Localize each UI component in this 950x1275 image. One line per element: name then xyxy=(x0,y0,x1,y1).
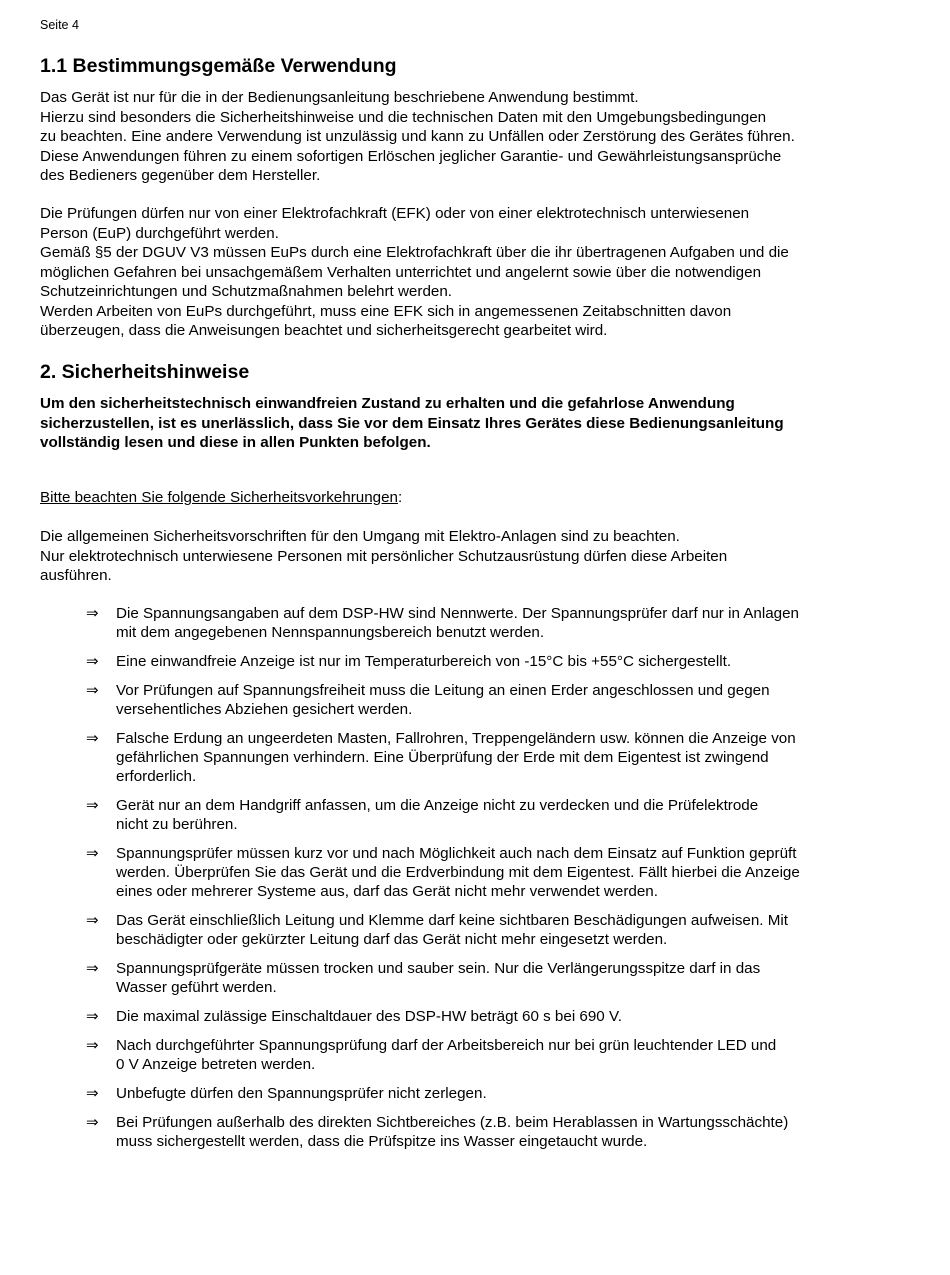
list-item xyxy=(86,844,886,901)
list-item-text xyxy=(116,604,886,642)
double-arrow-right-icon: ⇒ xyxy=(86,653,99,670)
safety-intro-bold xyxy=(40,394,920,453)
text-line: Hierzu sind besonders die Sicherheitshinweise und die technischen Daten mit den Umgebungsbedingungen xyxy=(40,108,767,126)
text-line: des Bedieners gegenüber dem Hersteller. xyxy=(40,167,321,184)
text-line: Gerät nur an dem Handgriff anfassen, um die Anzeige nicht zu verdecken und die Prüfelektrode xyxy=(116,797,759,814)
text-line: vollständig lesen und diese in allen Punkten befolgen. xyxy=(40,434,431,451)
text-line: 0 V Anzeige betreten werden. xyxy=(116,1056,316,1073)
section-2-heading: 2. Sicherheitshinweise xyxy=(40,361,250,383)
double-arrow-right-icon: ⇒ xyxy=(86,1085,99,1102)
text-line: Spannungsprüfer müssen kurz vor und nach Möglichkeit auch nach dem Einsatz auf Funktion geprüft xyxy=(116,845,797,862)
section-1-1-paragraph-2 xyxy=(40,204,920,341)
list-item-text xyxy=(116,959,886,997)
double-arrow-right-icon: ⇒ xyxy=(86,730,99,747)
list-item-text xyxy=(116,1084,886,1103)
text-line: eines oder mehrerer Systeme aus, darf das Gerät nicht mehr verwendet werden. xyxy=(116,883,658,900)
text-line: Gemäß §5 der DGUV V3 müssen EuPs durch eine Elektrofachkraft über die ihr übertragenen Aufgaben und die xyxy=(40,244,789,261)
list-item-text xyxy=(116,729,886,786)
text-line: möglichen Gefahren bei unsachgemäßem Verhalten unterrichtet und angelernt sowie über die notwendigen xyxy=(40,263,762,281)
double-arrow-right-icon: ⇒ xyxy=(86,797,99,814)
text-line: erforderlich. xyxy=(116,768,197,785)
precautions-label-text: Bitte beachten Sie folgende Sicherheitsvorkehrungen xyxy=(40,489,398,506)
text-line: nicht zu berühren. xyxy=(116,816,238,833)
general-safety-paragraph xyxy=(40,527,920,586)
text-line: Unbefugte dürfen den Spannungsprüfer nicht zerlegen. xyxy=(116,1085,487,1102)
text-line: Nach durchgeführter Spannungsprüfung darf der Arbeitsbereich nur bei grün leuchtender LED und xyxy=(116,1037,777,1054)
list-item-text xyxy=(116,1007,886,1026)
list-item xyxy=(86,959,886,997)
text-line: muss sichergestellt werden, dass die Prüfspitze ins Wasser eingetaucht wurde. xyxy=(116,1133,648,1150)
list-item-text xyxy=(116,796,886,834)
double-arrow-right-icon: ⇒ xyxy=(86,960,99,977)
list-item xyxy=(86,911,886,949)
precautions-label xyxy=(40,488,920,508)
section-1-1-heading: 1.1 Bestimmungsgemäße Verwendung xyxy=(40,55,397,77)
list-item-text xyxy=(116,1113,886,1151)
double-arrow-right-icon: ⇒ xyxy=(86,682,99,699)
text-line: ausführen. xyxy=(40,567,112,584)
double-arrow-right-icon: ⇒ xyxy=(86,1008,99,1025)
double-arrow-right-icon: ⇒ xyxy=(86,1114,99,1131)
text-line: Das Gerät einschließlich Leitung und Klemme darf keine sichtbaren Beschädigungen aufweisen. Mit xyxy=(116,912,788,929)
text-line: Eine einwandfreie Anzeige ist nur im Temperaturbereich von -15°C bis +55°C sichergestellt. xyxy=(116,653,732,670)
list-item xyxy=(86,729,886,786)
text-line: versehentliches Abziehen gesichert werden. xyxy=(116,701,413,718)
double-arrow-right-icon: ⇒ xyxy=(86,1037,99,1054)
list-item-text xyxy=(116,844,886,901)
text-line: gefährlichen Spannungen verhindern. Eine Überprüfung der Erde mit dem Eigentest ist zwingend xyxy=(116,749,769,766)
text-line: Die Spannungsangaben auf dem DSP-HW sind Nennwerte. Der Spannungsprüfer darf nur in Anlagen xyxy=(116,605,800,622)
list-item xyxy=(86,681,886,719)
text-line: beschädigter oder gekürzter Leitung darf das Gerät nicht mehr eingesetzt werden. xyxy=(116,931,668,948)
text-line: mit dem angegebenen Nennspannungsbereich benutzt werden. xyxy=(116,624,545,641)
double-arrow-right-icon: ⇒ xyxy=(86,605,99,622)
list-item-text xyxy=(116,1036,886,1074)
precautions-colon: : xyxy=(398,489,403,506)
list-item xyxy=(86,1113,886,1151)
text-line: Diese Anwendungen führen zu einem sofortigen Erlöschen jeglicher Garantie- und Gewährleistungsansprüche xyxy=(40,147,782,165)
text-line: überzeugen, dass die Anweisungen beachtet und sicherheitsgerecht gearbeitet wird. xyxy=(40,322,608,339)
text-line: Vor Prüfungen auf Spannungsfreiheit muss die Leitung an einen Erder angeschlossen und gegen xyxy=(116,682,770,699)
text-line: Schutzeinrichtungen und Schutzmaßnahmen belehrt werden. xyxy=(40,283,452,300)
text-line: Das Gerät ist nur für die in der Bedienungsanleitung beschriebene Anwendung bestimmt. xyxy=(40,89,639,106)
safety-bullet-list xyxy=(86,604,886,1161)
text-line: sicherzustellen, ist es unerlässlich, dass Sie vor dem Einsatz Ihres Gerätes diese Bedienungsanleitung xyxy=(40,414,784,432)
text-line: Werden Arbeiten von EuPs durchgeführt, muss eine EFK sich in angemessenen Zeitabschnitten davon xyxy=(40,302,732,320)
text-line: Nur elektrotechnisch unterwiesene Personen mit persönlicher Schutzausrüstung dürfen diese Arbeiten xyxy=(40,547,728,565)
list-item xyxy=(86,1007,886,1026)
text-line: Spannungsprüfgeräte müssen trocken und sauber sein. Nur die Verlängerungsspitze darf in das xyxy=(116,960,761,977)
text-line: Die Prüfungen dürfen nur von einer Elektrofachkraft (EFK) oder von einer elektrotechnisch unterwiesenen xyxy=(40,205,750,222)
text-line: Bei Prüfungen außerhalb des direkten Sichtbereiches (z.B. beim Herablassen in Wartungsschächte) xyxy=(116,1114,789,1131)
text-line: zu beachten. Eine andere Verwendung ist unzulässig und kann zu Unfällen oder Zerstörung des Gerätes führen. xyxy=(40,128,795,145)
page-number: Seite 4 xyxy=(40,18,79,32)
text-line: Um den sicherheitstechnisch einwandfreien Zustand zu erhalten und die gefahrlose Anwendung xyxy=(40,395,735,412)
double-arrow-right-icon: ⇒ xyxy=(86,845,99,862)
double-arrow-right-icon: ⇒ xyxy=(86,912,99,929)
text-line: Falsche Erdung an ungeerdeten Masten, Fallrohren, Treppengeländern usw. können die Anzeige von xyxy=(116,730,796,747)
section-1-1-paragraph-1 xyxy=(40,88,920,186)
list-item-text xyxy=(116,911,886,949)
text-line: Wasser geführt werden. xyxy=(116,979,277,996)
text-line: Die maximal zulässige Einschaltdauer des DSP-HW beträgt 60 s bei 690 V. xyxy=(116,1008,622,1025)
list-item xyxy=(86,1036,886,1074)
text-line: werden. Überprüfen Sie das Gerät und die Erdverbindung mit dem Eigentest. Fällt hierbei die Anzeige xyxy=(116,864,800,881)
text-line: Person (EuP) durchgeführt werden. xyxy=(40,224,279,242)
list-item xyxy=(86,796,886,834)
list-item-text xyxy=(116,681,886,719)
list-item xyxy=(86,652,886,671)
list-item-text xyxy=(116,652,886,671)
list-item xyxy=(86,604,886,642)
text-line: Die allgemeinen Sicherheitsvorschriften für den Umgang mit Elektro-Anlagen sind zu beachten. xyxy=(40,528,680,545)
list-item xyxy=(86,1084,886,1103)
